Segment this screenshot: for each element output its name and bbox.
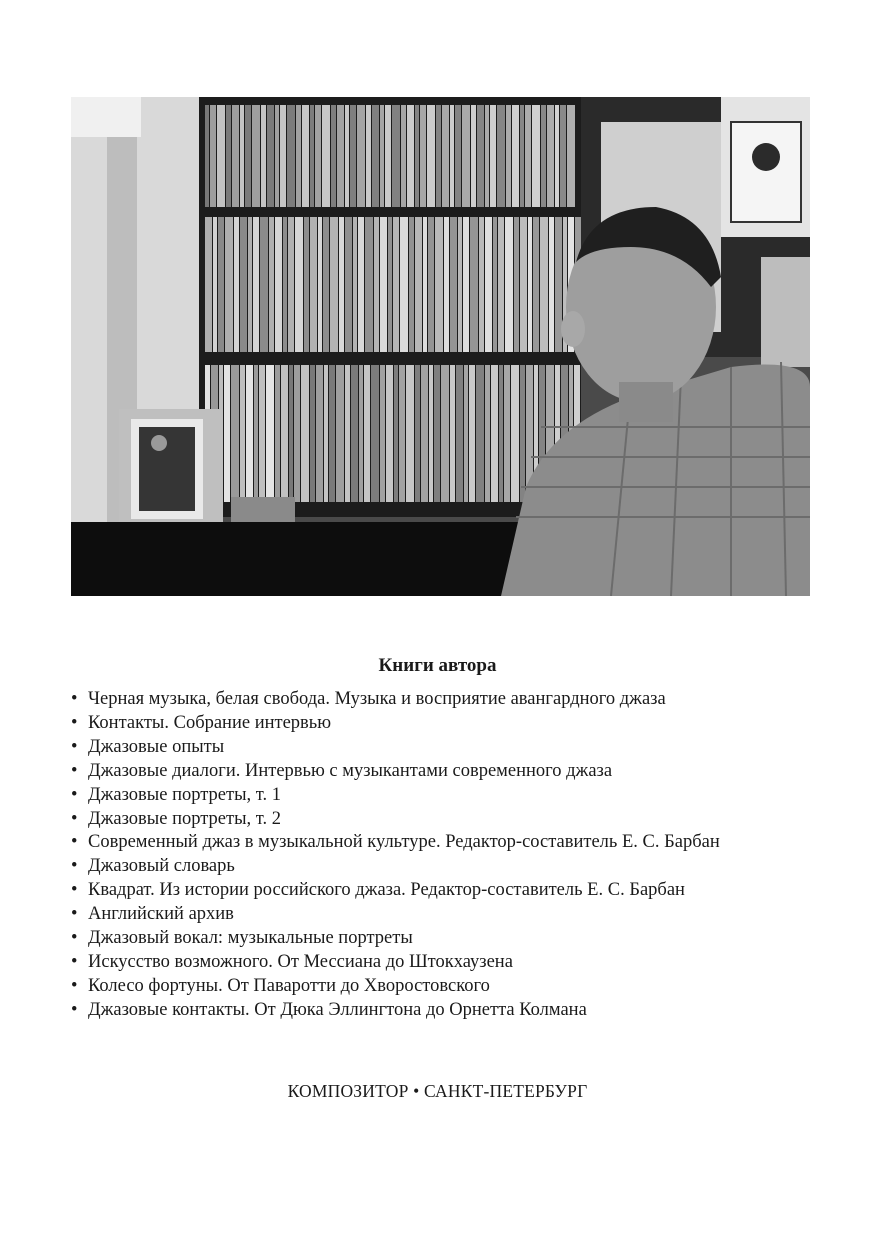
record-spine xyxy=(217,105,225,207)
record-spine xyxy=(464,365,468,502)
book-title: Джазовые опыты xyxy=(88,736,225,757)
record-spine xyxy=(406,365,414,502)
record-spine xyxy=(372,105,379,207)
record-spine xyxy=(485,105,489,207)
record-spine xyxy=(267,105,274,207)
record-spine xyxy=(287,105,295,207)
bullet-icon: • xyxy=(71,856,78,877)
record-spine xyxy=(392,105,400,207)
book-title: Черная музыка, белая свобода. Музыка и восприятие авангардного джаза xyxy=(88,689,666,709)
bullet-icon: • xyxy=(71,975,78,996)
record-spine xyxy=(505,217,513,352)
record-spine xyxy=(450,365,455,502)
book-list-item xyxy=(71,808,720,832)
record-spine xyxy=(345,105,349,207)
record-spine xyxy=(339,217,344,352)
record-spine xyxy=(514,217,519,352)
record-spine xyxy=(533,217,539,352)
record-spine xyxy=(520,365,525,502)
record-spine xyxy=(357,105,365,207)
book-title: Джазовые контакты. От Дюка Эллингтона до Орнетта Колмана xyxy=(88,999,587,1020)
bullet-icon: • xyxy=(71,808,78,829)
record-spine xyxy=(269,217,274,352)
book-title: Джазовые диалоги. Интервью с музыкантами современного джаза xyxy=(88,760,613,781)
record-spine xyxy=(399,365,405,502)
record-spine xyxy=(359,365,363,502)
bullet-icon: • xyxy=(71,951,78,972)
record-spine xyxy=(295,217,303,352)
record-spine xyxy=(450,217,457,352)
record-spine xyxy=(420,105,426,207)
record-spine xyxy=(225,217,233,352)
record-spine xyxy=(289,365,293,502)
record-spine xyxy=(493,217,497,352)
record-spine xyxy=(497,105,505,207)
record-spine xyxy=(400,217,408,352)
bullet-icon: • xyxy=(71,784,78,805)
book-list-item xyxy=(71,903,720,927)
record-spine xyxy=(477,105,484,207)
book-title: Джазовый словарь xyxy=(88,856,235,877)
record-spine xyxy=(364,365,370,502)
record-spine xyxy=(365,217,373,352)
record-spine xyxy=(283,217,287,352)
book-title: Колесо фортуны. От Паваротти до Хворостовского xyxy=(88,975,490,996)
record-spine xyxy=(350,105,356,207)
record-spine xyxy=(555,217,562,352)
record-spine xyxy=(442,105,449,207)
book-title: Современный джаз в музыкальной культуре. Редактор-составитель Е. С. Барбан xyxy=(88,832,720,853)
record-spine xyxy=(470,217,478,352)
record-spine xyxy=(366,105,371,207)
record-spine xyxy=(374,217,379,352)
record-spine xyxy=(407,105,414,207)
record-spine xyxy=(315,105,321,207)
record-spine xyxy=(345,217,352,352)
record-spine xyxy=(555,105,559,207)
record-spine xyxy=(351,365,358,502)
record-spine xyxy=(423,217,427,352)
record-spine xyxy=(337,105,344,207)
book-list xyxy=(71,688,720,1023)
record-spine xyxy=(261,105,266,207)
record-spine xyxy=(388,217,392,352)
record-spine xyxy=(485,365,490,502)
record-spine xyxy=(275,365,280,502)
bullet-icon: • xyxy=(71,712,78,733)
record-spine xyxy=(316,365,323,502)
record-spine xyxy=(310,217,317,352)
record-spine xyxy=(254,365,258,502)
record-spine xyxy=(234,217,239,352)
record-spine xyxy=(246,365,253,502)
bullet-icon: • xyxy=(71,880,78,901)
record-spine xyxy=(205,217,212,352)
record-spine xyxy=(259,365,265,502)
record-spine xyxy=(232,105,239,207)
record-spine xyxy=(511,365,519,502)
record-spine xyxy=(421,365,428,502)
books-heading: Книги автора xyxy=(378,655,497,676)
book-title: Джазовый вокал: музыкальные портреты xyxy=(88,928,413,949)
record-spine xyxy=(547,105,554,207)
record-spine xyxy=(253,217,259,352)
record-spine xyxy=(415,365,420,502)
record-spine xyxy=(245,105,251,207)
book-list-item xyxy=(71,879,720,903)
record-spine xyxy=(436,105,441,207)
bullet-icon: • xyxy=(71,760,78,781)
author-photo xyxy=(71,97,810,596)
book-title: Контакты. Собрание интервью xyxy=(88,712,332,733)
record-spine xyxy=(385,105,391,207)
record-spine xyxy=(266,365,274,502)
record-spine xyxy=(549,217,554,352)
record-spine xyxy=(560,105,566,207)
record-spine xyxy=(428,217,434,352)
record-spine xyxy=(450,105,454,207)
record-spine xyxy=(380,217,387,352)
record-spine xyxy=(310,105,314,207)
record-spine xyxy=(512,105,519,207)
record-spine xyxy=(506,105,511,207)
book-title: Джазовые портреты, т. 2 xyxy=(88,808,281,829)
bullet-icon: • xyxy=(71,736,78,757)
record-spine xyxy=(240,217,247,352)
record-spine xyxy=(252,105,260,207)
record-spine xyxy=(462,105,470,207)
record-spine xyxy=(469,365,475,502)
bullet-icon: • xyxy=(71,904,78,925)
record-spine xyxy=(393,217,399,352)
book-list-item xyxy=(71,855,720,879)
record-spine xyxy=(541,105,546,207)
record-spine xyxy=(331,105,336,207)
bullet-icon: • xyxy=(71,689,78,709)
record-spine xyxy=(490,105,496,207)
book-list-item xyxy=(71,999,720,1023)
book-list-item xyxy=(71,736,720,760)
record-spine xyxy=(330,217,338,352)
publisher-footer: КОМПОЗИТОР • САНКТ-ПЕТЕРБУРГ xyxy=(287,1081,588,1101)
record-spine xyxy=(240,365,245,502)
record-spine xyxy=(471,105,476,207)
book-list-item xyxy=(71,784,720,808)
record-spine xyxy=(528,217,532,352)
book-title: Английский архив xyxy=(88,904,234,925)
record-spine xyxy=(296,105,301,207)
record-spine xyxy=(504,365,510,502)
record-spine xyxy=(240,105,244,207)
record-spine xyxy=(301,365,309,502)
record-spine xyxy=(567,105,575,207)
record-spine xyxy=(458,217,462,352)
record-spine xyxy=(476,365,484,502)
record-spine xyxy=(260,217,268,352)
book-list-item xyxy=(71,712,720,736)
record-spine xyxy=(318,217,322,352)
record-spine xyxy=(294,365,300,502)
record-spine xyxy=(455,105,461,207)
bullet-icon: • xyxy=(71,999,78,1020)
book-title: Искусство возможного. От Мессиана до Штокхаузена xyxy=(88,951,513,972)
record-spine xyxy=(380,365,385,502)
record-spine xyxy=(491,365,498,502)
record-spine xyxy=(210,105,216,207)
record-spine xyxy=(304,217,309,352)
record-spine xyxy=(499,365,503,502)
record-spine xyxy=(281,365,288,502)
record-spine xyxy=(434,365,440,502)
book-title: Квадрат. Из истории российского джаза. Редактор-составитель Е. С. Барбан xyxy=(88,880,685,901)
record-spine xyxy=(322,105,330,207)
record-spine xyxy=(310,365,315,502)
record-spine xyxy=(532,105,540,207)
record-spine xyxy=(394,365,398,502)
record-spine xyxy=(409,217,414,352)
record-spine xyxy=(429,365,433,502)
book-list-item xyxy=(71,688,720,712)
bullet-icon: • xyxy=(71,928,78,949)
record-spine xyxy=(248,217,252,352)
record-spine xyxy=(371,365,379,502)
record-spine xyxy=(520,217,527,352)
record-spine xyxy=(224,365,230,502)
book-list-item xyxy=(71,951,720,975)
record-spine xyxy=(205,105,209,207)
record-spine xyxy=(324,365,328,502)
book-list-item xyxy=(71,975,720,999)
record-spine xyxy=(358,217,364,352)
record-spine xyxy=(302,105,309,207)
record-spine xyxy=(336,365,344,502)
record-spine xyxy=(415,217,422,352)
record-spine xyxy=(498,217,504,352)
record-spine xyxy=(386,365,393,502)
record-spine xyxy=(226,105,231,207)
record-spine xyxy=(463,217,469,352)
record-spine xyxy=(353,217,357,352)
book-list-item xyxy=(71,760,720,784)
bullet-icon: • xyxy=(71,832,78,853)
record-spine xyxy=(444,217,449,352)
record-spine xyxy=(231,365,239,502)
record-spine xyxy=(525,105,531,207)
record-spine xyxy=(329,365,335,502)
record-spine xyxy=(213,217,217,352)
book-title: Джазовые портреты, т. 1 xyxy=(88,784,281,805)
record-spine xyxy=(540,217,548,352)
record-spine xyxy=(280,105,286,207)
record-spine xyxy=(415,105,419,207)
record-spine xyxy=(427,105,435,207)
record-spine xyxy=(275,217,282,352)
record-spine xyxy=(401,105,406,207)
record-spine xyxy=(485,217,492,352)
record-spine xyxy=(288,217,294,352)
record-spine xyxy=(218,217,224,352)
book-list-item xyxy=(71,927,720,951)
record-spine xyxy=(520,105,524,207)
record-spine xyxy=(345,365,350,502)
record-spine xyxy=(380,105,384,207)
record-spine xyxy=(275,105,279,207)
record-spine xyxy=(479,217,484,352)
record-spine xyxy=(323,217,329,352)
book-list-item xyxy=(71,831,720,855)
record-spine xyxy=(435,217,443,352)
record-spine xyxy=(441,365,449,502)
record-spine xyxy=(456,365,463,502)
